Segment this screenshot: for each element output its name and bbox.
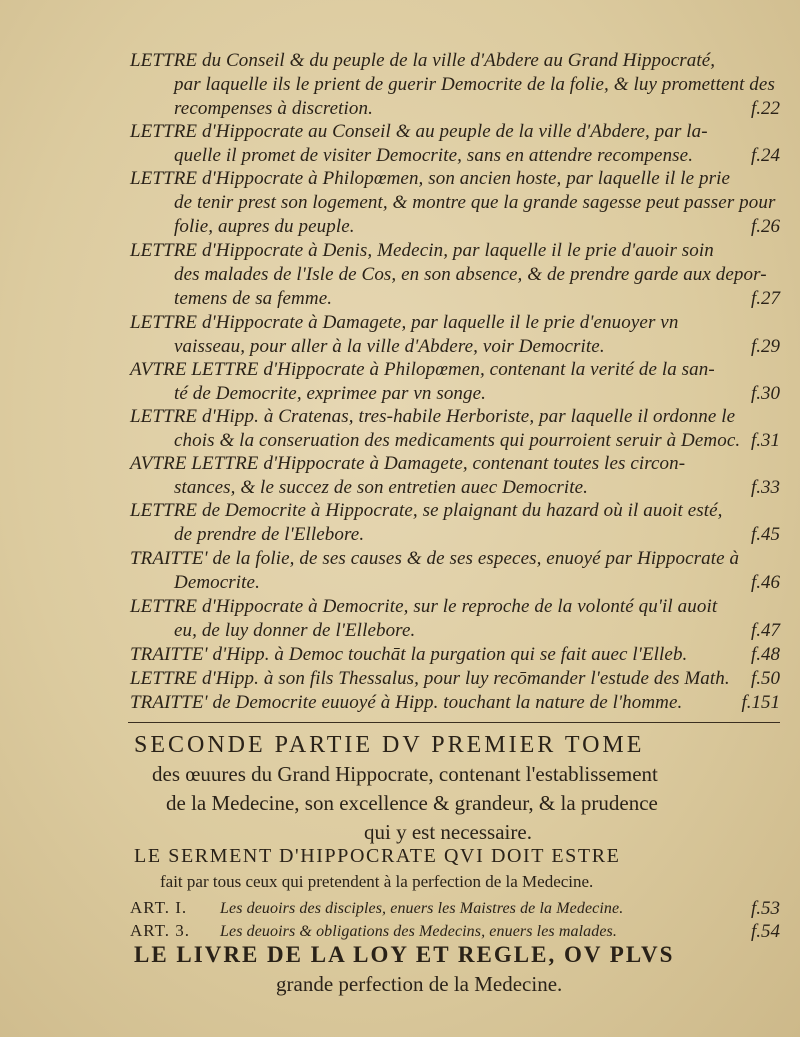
toc-line: des malades de l'Isle de Cos, en son absence, & de prendre garde aux depor- (174, 264, 767, 285)
toc-line: folie, aupres du peuple. (174, 216, 355, 237)
toc-folio: f.26 (750, 216, 780, 237)
toc-folio: f.151 (741, 692, 780, 713)
toc-line: AVTRE LETTRE d'Hippocrate à Philopœmen, contenant la verité de la san- (130, 359, 715, 380)
toc-folio: f.33 (750, 477, 780, 498)
toc-line: LETTRE d'Hippocrate à Damagete, par laquelle il le prie d'enuoyer vn (130, 312, 679, 333)
toc-line: par laquelle ils le prient de guerir Democrite de la folie, & luy promettent des (174, 74, 775, 95)
toc-folio: f.47 (750, 620, 780, 641)
part-line: qui y est necessaire. (364, 820, 532, 844)
toc-folio: f.46 (750, 572, 780, 593)
article-label: ART. 3. (130, 921, 190, 940)
toc-line: temens de sa femme. (174, 288, 333, 309)
toc-line: AVTRE LETTRE d'Hippocrate à Damagete, contenant toutes les circon- (130, 453, 686, 474)
toc-folio: f.48 (750, 644, 780, 665)
part-line: des œuures du Grand Hippocrate, contenant l'establissement (152, 762, 658, 786)
article-label: ART. I. (130, 898, 188, 917)
toc-line: vaisseau, pour aller à la ville d'Abdere, voir Democrite. (174, 336, 605, 357)
toc-line: Democrite. (174, 572, 260, 593)
toc-line: té de Democrite, exprimee par vn songe. (174, 383, 487, 404)
toc-folio: f.30 (750, 383, 780, 404)
toc-folio: f.24 (750, 145, 780, 166)
article-text: Les deuoirs & obligations des Medecins, enuers les malades. (220, 923, 617, 940)
article-folio: f.53 (750, 898, 780, 919)
toc-line: stances, & le succez de son entretien auec Democrite. (174, 477, 589, 498)
toc-line: LETTRE d'Hipp. à son fils Thessalus, pour luy recōmander l'estude des Math. (130, 668, 730, 689)
toc-folio: f.50 (750, 668, 780, 689)
toc-line: de tenir prest son logement, & montre que la grande sagesse peut passer pour (174, 192, 776, 213)
toc-line: TRAITTE' de la folie, de ses causes & de ses especes, enuoyé par Hippocrate à (130, 548, 740, 569)
toc-line: eu, de luy donner de l'Ellebore. (174, 620, 416, 641)
toc-line: LETTRE d'Hipp. à Cratenas, tres-habile Herboriste, par laquelle il ordonne le (130, 406, 736, 427)
livre-line: grande perfection de la Medecine. (276, 972, 563, 996)
serment-heading: LE SERMENT D'HIPPOCRATE QVI DOIT ESTRE (134, 845, 621, 867)
part-heading: SECONDE PARTIE DV PREMIER TOME (134, 732, 645, 758)
serment-line: fait par tous ceux qui pretendent à la perfection de la Medecine. (160, 872, 594, 891)
toc-folio: f.29 (750, 336, 780, 357)
toc-folio: f.27 (750, 288, 780, 309)
toc-line: LETTRE d'Hippocrate au Conseil & au peuple de la ville d'Abdere, par la- (130, 121, 708, 142)
toc-folio: f.22 (750, 98, 780, 119)
toc-line: LETTRE d'Hippocrate à Democrite, sur le reproche de la volonté qu'il auoit (130, 596, 718, 617)
article-text: Les deuoirs des disciples, enuers les Maistres de la Medecine. (220, 900, 624, 917)
livre-heading: LE LIVRE DE LA LOY ET REGLE, OV PLVS (134, 942, 675, 967)
toc-line: recompenses à discretion. (174, 98, 373, 119)
toc-line: TRAITTE' de Democrite euuoyé à Hipp. touchant la nature de l'homme. (130, 692, 683, 713)
toc-line: chois & la conseruation des medicaments qui pourroient seruir à Democ. (174, 430, 741, 451)
toc-line: de prendre de l'Ellebore. (174, 524, 365, 545)
toc-line: LETTRE d'Hippocrate à Philopœmen, son ancien hoste, par laquelle il le prie (130, 168, 730, 189)
toc-line: quelle il promet de visiter Democrite, sans en attendre recompense. (174, 145, 694, 166)
toc-line: LETTRE du Conseil & du peuple de la ville d'Abdere au Grand Hippocraté, (130, 50, 716, 71)
section-divider (128, 722, 780, 723)
article-folio: f.54 (750, 921, 780, 942)
toc-line: LETTRE de Democrite à Hippocrate, se plaignant du hazard où il auoit esté, (130, 500, 723, 521)
toc-folio: f.45 (750, 524, 780, 545)
toc-line: LETTRE d'Hippocrate à Denis, Medecin, par laquelle il le prie d'auoir soin (130, 240, 714, 261)
toc-line: TRAITTE' d'Hipp. à Democ touchāt la purgation qui se fait auec l'Elleb. (130, 644, 688, 665)
toc-folio: f.31 (750, 430, 780, 451)
part-line: de la Medecine, son excellence & grandeur, & la prudence (166, 791, 658, 815)
